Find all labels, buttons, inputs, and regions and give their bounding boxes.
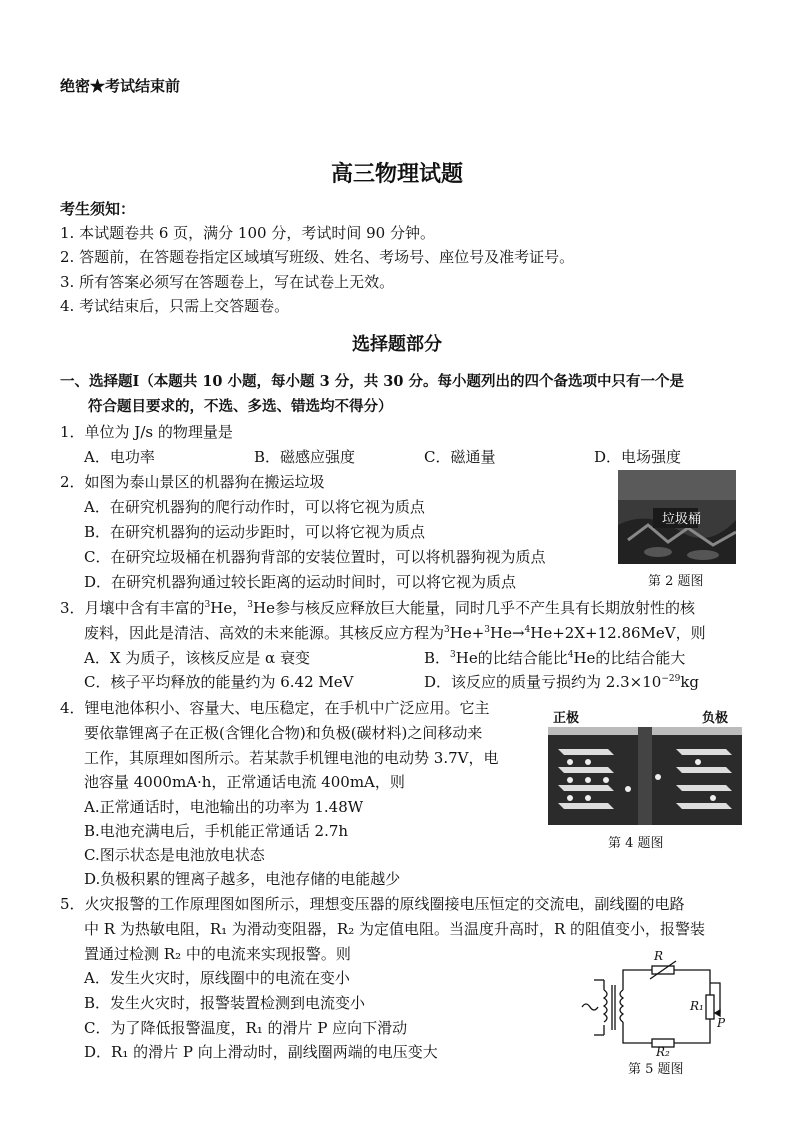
notice-item: 2. 答题前，在答题卷指定区域填写班级、姓名、考场号、座位号及准考证号。 <box>60 248 575 266</box>
q4-option-d: D.负极积累的锂离子越多，电池存储的电能越少 <box>84 870 401 888</box>
trash-can-label: 垃圾桶 <box>662 512 702 527</box>
q4-option-b: B.电池充满电后，手机能正常通话 2.7h <box>84 822 349 840</box>
figure-5-caption: 第 5 题图 <box>628 1062 684 1077</box>
q5-option-c: C．为了降低报警温度，R₁ 的滑片 P 应向下滑动 <box>84 1019 408 1037</box>
q2-option-a: A．在研究机器狗的爬行动作时，可以将它视为质点 <box>84 498 425 516</box>
q2-option-d: D．在研究机器狗通过较长距离的运动时间时，可以将它视为质点 <box>84 573 517 591</box>
part-instruction: 符合题目要求的，不选、多选、错选均不得分） <box>88 398 393 415</box>
q2-option-c: C．在研究垃圾桶在机器狗背部的安装位置时，可以将机器狗视为质点 <box>84 548 546 566</box>
q5-option-d: D．R₁ 的滑片 P 向上滑动时，副线圈两端的电压变大 <box>84 1043 438 1061</box>
notice-item: 4. 考试结束后，只需上交答题卷。 <box>60 297 290 315</box>
thermistor-label: R <box>654 949 664 963</box>
q4-option-a: A.正常通话时，电池输出的功率为 1.48W <box>84 798 364 816</box>
question-4-line: 4．锂电池体积小、容量大、电压稳定，在手机中广泛应用。它主 <box>60 699 490 717</box>
question-4-line: 要依靠锂离子在正极(含锂化合物)和负极(碳材料)之间移动来 <box>84 724 483 742</box>
question-3-line-2: 废料，因此是清洁、高效的未来能源。其核反应方程为$^3$He+$^3$He→$^4$He+2X+12.86MeV，则 <box>84 624 706 642</box>
question-4-line: 池容量 4000mA·h，正常通话电流 400mA，则 <box>84 773 405 791</box>
notice-item: 1. 本试题卷共 6 页，满分 100 分，考试时间 90 分钟。 <box>60 224 435 242</box>
q3-option-c: C．核子平均释放的能量约为 6.42 MeV <box>84 673 354 691</box>
q3-option-d: D．该反应的质量亏损约为 $2.3\times 10^{-29}kg$ <box>424 673 700 691</box>
q5-option-b: B．发生火灾时，报警装置检测到电流变小 <box>84 994 366 1012</box>
rheostat-label: R₁ <box>690 999 704 1013</box>
positive-electrode-label: 正极 <box>553 711 580 726</box>
q1-option-a: A．电功率 <box>84 448 155 466</box>
figure-4-caption: 第 4 题图 <box>608 836 664 851</box>
lithium-battery-diagram <box>548 727 742 825</box>
q2-option-b: B．在研究机器狗的运动步距时，可以将它视为质点 <box>84 523 426 541</box>
part-instruction: 一、选择题Ⅰ（本题共 10 小题，每小题 3 分，共 30 分。每小题列出的四个备选项中只有一个是 <box>60 373 685 390</box>
q1-option-c: C．磁通量 <box>424 448 496 466</box>
alarm-circuit-diagram <box>572 949 732 1060</box>
question-2-stem: 2．如图为泰山景区的机器狗在搬运垃圾 <box>60 473 325 491</box>
q3-option-a: A．X 为质子，该核反应是 α 衰变 <box>84 649 310 667</box>
confidential-mark: 绝密★考试结束前 <box>60 77 181 95</box>
negative-electrode-label: 负极 <box>702 711 729 726</box>
robot-dog-photo <box>618 470 736 564</box>
question-5-line: 5．火灾报警的工作原理图如图所示，理想变压器的原线圈接电压恒定的交流电，副线圈的电路 <box>60 895 685 913</box>
question-5-line: 置通过检测 R₂ 中的电流来实现报警。则 <box>84 945 351 963</box>
notice-heading: 考生须知： <box>60 200 136 218</box>
q3-option-b: B．$^3$He的比结合能比$^4$He的比结合能大 <box>424 649 686 667</box>
section-title: 选择题部分 <box>352 334 442 355</box>
q1-option-b: B．磁感应强度 <box>254 448 356 466</box>
question-3-line-1: 3．月壤中含有丰富的$^3$He，$^3$He参与核反应释放巨大能量，同时几乎不产生具有长期放射性的核 <box>60 599 695 617</box>
q5-option-a: A．发生火灾时，原线圈中的电流在变小 <box>84 969 350 987</box>
question-4-line: 工作，其原理如图所示。若某款手机锂电池的电动势 3.7V，电 <box>84 749 499 767</box>
figure-2-caption: 第 2 题图 <box>648 574 704 589</box>
q4-option-c: C.图示状态是电池放电状态 <box>84 846 265 864</box>
slider-p-label: P <box>717 1016 726 1030</box>
page-title: 高三物理试题 <box>330 161 463 187</box>
notice-item: 3. 所有答案必须写在答题卷上，写在试卷上无效。 <box>60 273 395 291</box>
resistor-r2-label: R₂ <box>656 1045 670 1059</box>
q1-option-d: D．电场强度 <box>594 448 682 466</box>
question-1-stem: 1．单位为 J/s 的物理量是 <box>60 423 233 441</box>
question-5-line: 中 R 为热敏电阻，R₁ 为滑动变阻器，R₂ 为定值电阻。当温度升高时，R 的阻值变小，报警装 <box>84 920 706 938</box>
